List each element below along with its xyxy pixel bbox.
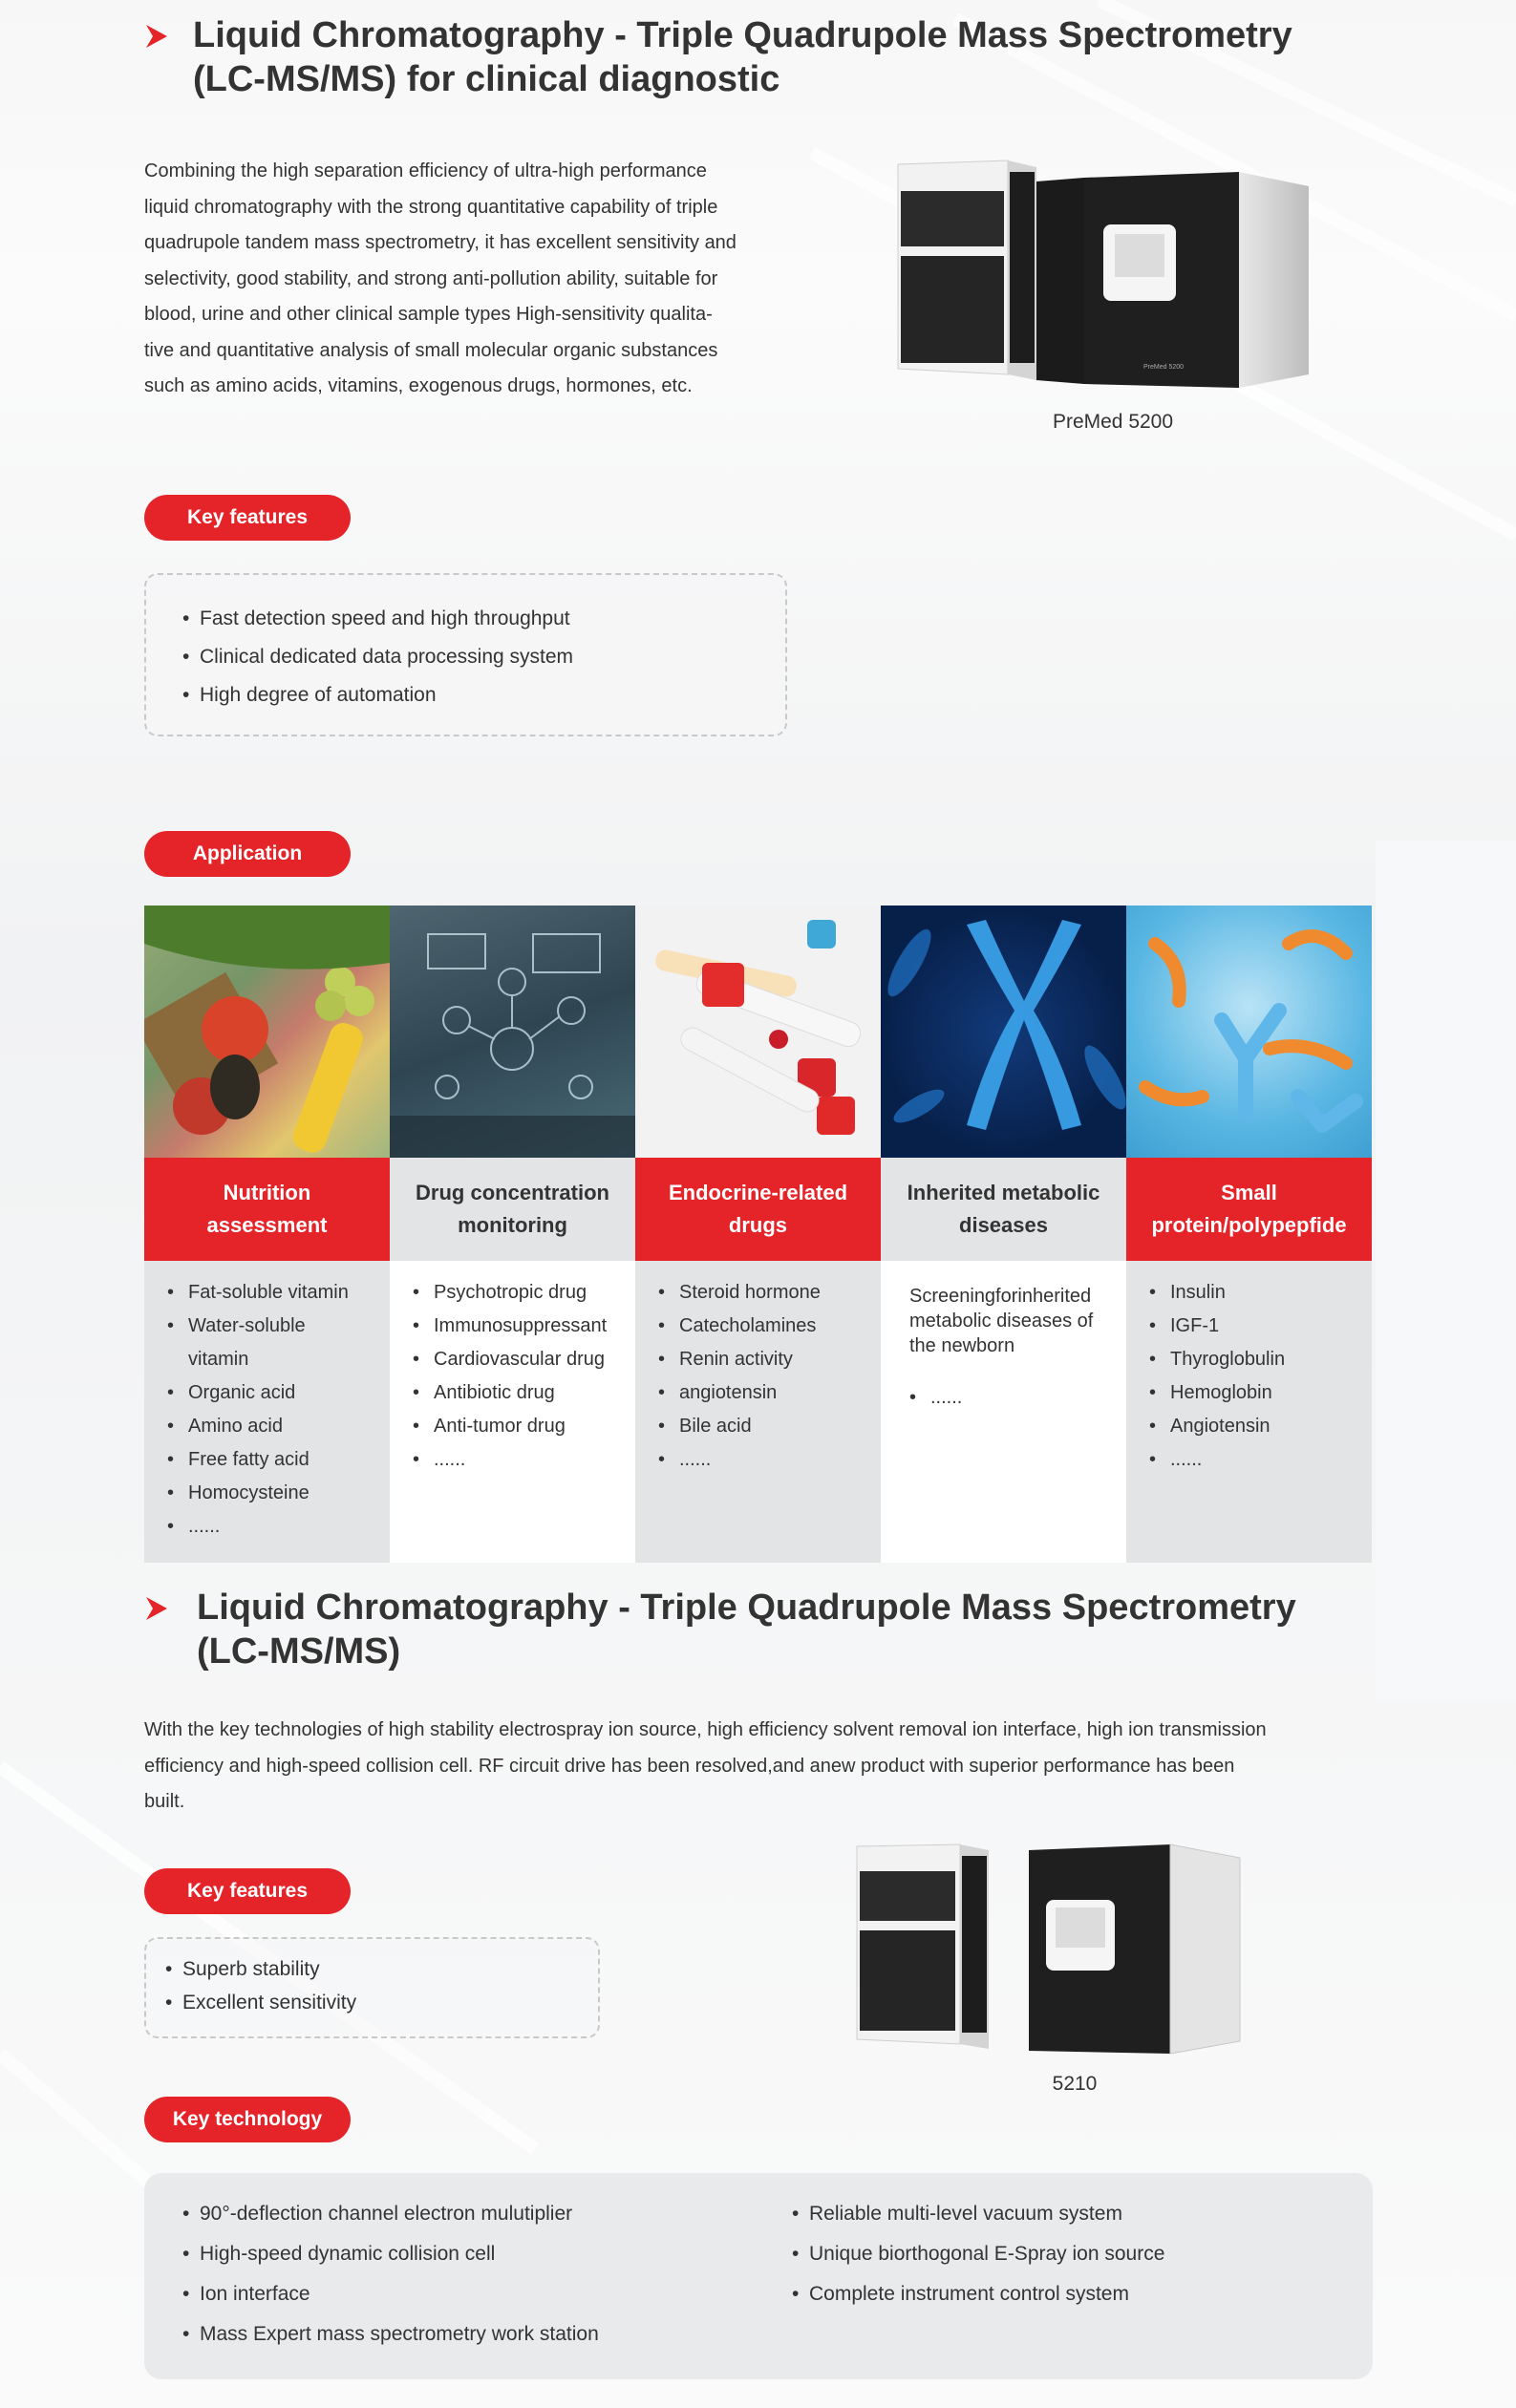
application-badge: Application <box>144 831 351 877</box>
lcms-instrument-image <box>893 153 1313 392</box>
food-image <box>144 906 390 1158</box>
application-list: • Steroid hormone • Catecholamines • Renin activity • angiotensin • Bile acid • ...... <box>635 1261 881 1563</box>
red-arrow-icon <box>144 23 169 50</box>
chromosome-image <box>881 906 1126 1158</box>
application-title: Inherited metabolic diseases <box>881 1158 1126 1261</box>
application-list: Screeningforinherited metabolic diseases of the newborn • ...... <box>881 1261 1126 1563</box>
application-endocrine <box>635 906 881 1563</box>
section2-title <box>197 1586 1343 1673</box>
device-label-5210: 5210 <box>1052 2073 1098 2095</box>
key-technology-item: • Unique biorthogonal E-Spray ion source <box>792 2234 1164 2274</box>
key-technology-list-right <box>792 2194 1164 2314</box>
key-technology-panel <box>144 2173 1373 2379</box>
svg-text:PreMed 5200: PreMed 5200 <box>1143 364 1185 371</box>
section2-title-line2: (LC-MS/MS) <box>197 1631 401 1672</box>
section1-title-line2: (LC-MS/MS) for clinical diagnostic <box>193 59 780 99</box>
key-technology-list-left <box>182 2194 599 2355</box>
section1-title <box>193 13 1339 101</box>
application-title: Drug concentration monitoring <box>390 1158 635 1261</box>
key-features-badge: Key features <box>144 495 351 541</box>
key-features-box <box>144 1937 600 2038</box>
key-feature-item: • Fast detection speed and high throughput <box>182 600 573 638</box>
red-arrow-icon <box>144 1595 169 1622</box>
section1-description: Combining the high separation efficiency of ultra-high performance liquid chromatography with the strong quantitative capability of triple quadrupole tandem mass spectrometry, it has excellent sensitivity and selectivity, good stability, and strong anti-pollution ability, suitable for blood, urine and other clinical sample types High-sensitivity qualita- tive and quantitative analysis of small molecular organic substances such as amino acids, vitamins, exogenous drugs, hormones, etc. <box>144 160 737 396</box>
section2-title-line1: Liquid Chromatography - Triple Quadrupole Mass Spectrometry <box>197 1588 1296 1628</box>
key-technology-item: • High-speed dynamic collision cell <box>182 2234 599 2274</box>
section1-title-line1: Liquid Chromatography - Triple Quadrupole Mass Spectrometry <box>193 15 1292 55</box>
application-list: • Insulin • IGF-1 • Thyroglobulin • Hemoglobin • Angiotensin • ...... <box>1126 1261 1372 1563</box>
application-small-protein <box>1126 906 1372 1563</box>
section2-description: With the key technologies of high stability electrospray ion source, high efficiency solvent removal ion interface, high ion transmission efficiency and high-speed collision cell. RF circuit drive has been resolved,and anew product with superior performance has been built. <box>144 1719 1267 1812</box>
key-feature-item: • Clinical dedicated data processing system <box>182 638 573 676</box>
application-nutrition <box>144 906 390 1563</box>
key-feature-item: • Superb stability <box>165 1952 356 1986</box>
application-list: • Psychotropic drug • Immunosuppressant • Cardiovascular drug • Antibiotic drug • Anti-tumor drug • ...... <box>390 1261 635 1563</box>
application-drug-concentration <box>390 906 635 1563</box>
key-technology-badge: Key technology <box>144 2097 351 2142</box>
lcms-instrument-image <box>855 1839 1247 2058</box>
application-list: • Fat-soluble vitamin • Water-soluble vitamin • Organic acid • Amino acid • Free fatty acid • Homocysteine • ...... <box>144 1261 390 1563</box>
key-technology-item: • Ion interface <box>182 2274 599 2314</box>
key-technology-item: • Complete instrument control system <box>792 2274 1164 2314</box>
key-feature-item: • Excellent sensitivity <box>165 1986 356 2019</box>
antibody-image <box>1126 906 1372 1158</box>
application-title: Small protein/polypepfide <box>1126 1158 1372 1261</box>
device-label-premed-5200: PreMed 5200 <box>1052 411 1174 433</box>
application-title: Nutrition assessment <box>144 1158 390 1261</box>
key-feature-item: • High degree of automation <box>182 676 573 714</box>
key-technology-item: • Reliable multi-level vacuum system <box>792 2194 1164 2234</box>
key-features-badge: Key features <box>144 1868 351 1914</box>
key-technology-item: • Mass Expert mass spectrometry work station <box>182 2314 599 2355</box>
application-inherited <box>881 906 1126 1563</box>
application-title: Endocrine-related drugs <box>635 1158 881 1261</box>
digital-health-image <box>390 906 635 1158</box>
key-features-box <box>144 573 787 736</box>
key-technology-item: • 90°-deflection channel electron mulutiplier <box>182 2194 599 2234</box>
blood-tubes-image <box>635 906 881 1158</box>
